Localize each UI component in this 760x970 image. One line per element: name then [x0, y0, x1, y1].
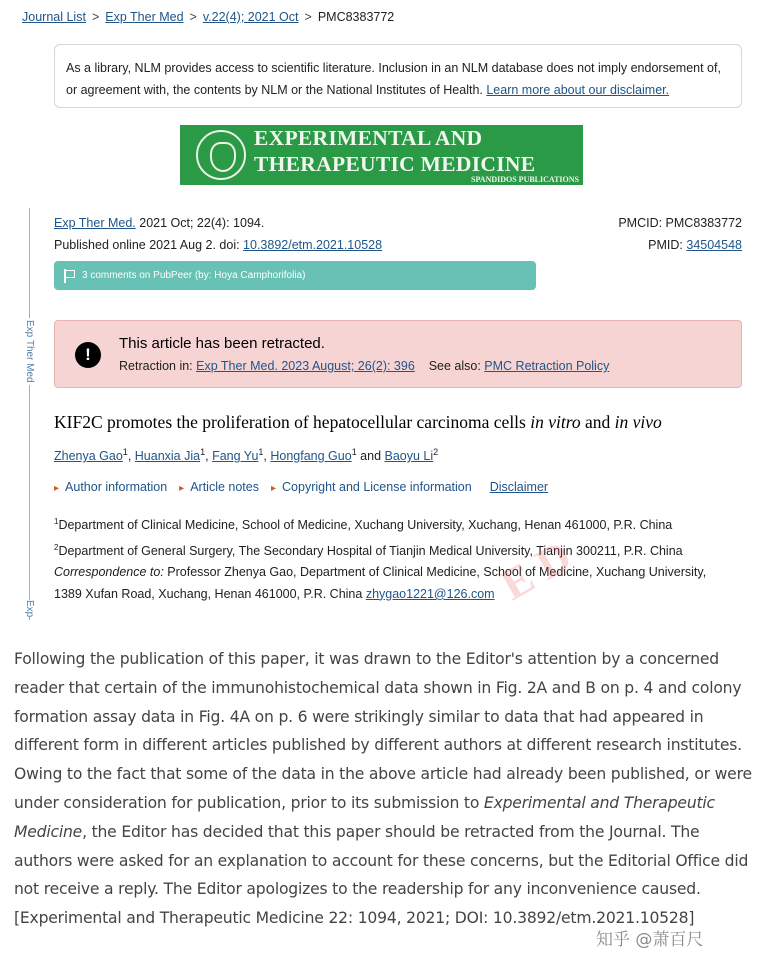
affiliations: $^1$Department of Clinical Medicine, School of Medicine, Xuchang University, Xuchang, Henan 461000, P.R. China $^2$Department of General Surgery, The Secondary Hospital of Tianjin Medical University, Tianjin 300211, P.R. China Correspondence to: Professor Zhenya Gao, Department of Clinical Medicine, School of Medicine, Xuchang University, 1389 Xufan Road, Xuchang, Henan 461000, P.R. China zhygao1221@126.com	[54, 517, 707, 601]
author-link[interactable]: Zhenya Gao	[54, 449, 123, 464]
author-information-toggle[interactable]: ▸ Author information	[54, 480, 167, 494]
nlm-disclaimer-notice	[54, 44, 742, 108]
journal-link[interactable]: Exp Ther Med.	[54, 216, 136, 230]
banner-publisher: SPANDIDOS PUBLICATIONS	[471, 175, 579, 184]
article-notes-toggle[interactable]: ▸ Article notes	[179, 480, 259, 494]
journal-logo-icon	[196, 130, 246, 180]
article-info-links	[54, 480, 548, 494]
retraction-notice-text: Following the publication of this paper, it was drawn to the Editor's attention by a concerned reader that certain of the immunohistochemical data shown in Fig. 2A and B on p. 4 and colony formation assay data in Fig. 4A on p. 6 were strikingly similar to data that had appeared in different form in different articles published by different authors at different research institutes. Owing to the fact that some of the data in the above article had already been published, or were under consideration for publication, prior to its submission to Experimental and Therapeutic Medicine, the Editor has decided that this paper should be retracted from the Journal. The authors were asked for an explanation to account for these concerns, but the Editorial Office did not receive a reply. The Editor apologizes to the readership for any inconvenience caused. [Experimental and Therapeutic Medicine 22: 1094, 2021; DOI: 10.3892/etm.2021.10528]	[14, 650, 752, 928]
email-link[interactable]: zhygao1221@126.com	[365, 586, 495, 601]
sidebar-journal-label-short[interactable]: Exp	[24, 600, 35, 618]
breadcrumb-issue[interactable]: v.22(4); 2021 Oct	[202, 10, 299, 24]
breadcrumb-journal-list[interactable]: Journal List	[22, 10, 86, 24]
notice-text: As a library, NLM provides access to scientific literature. Inclusion in an NLM database does not imply endorsement of, or agreement with, the contents by NLM or the National Institutes of Health.	[66, 61, 721, 97]
retracted-stamp: E D	[492, 531, 580, 610]
article-disclaimer-link[interactable]: Disclaimer	[489, 480, 549, 494]
banner-line1: EXPERIMENTAL AND	[254, 126, 483, 150]
retraction-alert	[54, 320, 742, 388]
journal-banner[interactable]	[180, 125, 583, 185]
author-link[interactable]: Hongfang Guo	[270, 449, 352, 464]
breadcrumb: Journal List > Exp Ther Med > v.22(4); 2021 Oct > PMC8383772	[22, 10, 395, 24]
article-ids: PMCID: PMC8383772 PMID: 34504548	[618, 212, 742, 256]
alert-icon: !	[75, 342, 101, 368]
breadcrumb-journal[interactable]: Exp Ther Med	[105, 10, 184, 24]
author-list: Zhenya Gao$^1$, Huanxia Jia$^1$, Fang Yu$^1$, Hongfang Guo$^1$ and Baoyu Li$^2$	[54, 447, 439, 464]
banner-line2: THERAPEUTIC MEDICINE	[254, 152, 536, 176]
doi-link[interactable]: 10.3892/etm.2021.10528	[243, 238, 383, 252]
sidebar-rule	[29, 208, 30, 620]
zhihu-watermark: 知乎 @萧百尺	[596, 930, 704, 950]
pmid-link[interactable]: 34504548	[686, 238, 742, 252]
pmcid: PMCID: PMC8383772	[618, 216, 742, 230]
breadcrumb-current: PMC8383772	[317, 10, 395, 24]
retraction-policy-link[interactable]: PMC Retraction Policy	[484, 359, 610, 373]
author-link[interactable]: Fang Yu	[212, 449, 259, 464]
pubpeer-comments-bar[interactable]	[54, 261, 536, 290]
flag-icon	[62, 269, 76, 283]
disclaimer-link[interactable]: Learn more about our disclaimer.	[486, 83, 670, 97]
author-link[interactable]: Huanxia Jia	[134, 449, 201, 464]
pubpeer-text: 3 comments on PubPeer (by: Hoya Camphorifolia)	[82, 270, 306, 281]
retraction-details: Retraction in: Exp Ther Med. 2023 August; 26(2): 396 See also: PMC Retraction Policy	[119, 359, 610, 373]
article-title: KIF2C promotes the proliferation of hepatocellular carcinoma cells in vitro and in vivo	[54, 412, 662, 432]
citation: Exp Ther Med. 2021 Oct; 22(4): 1094. Published online 2021 Aug 2. doi: 10.3892/etm.2021.10528	[54, 216, 383, 252]
sidebar-journal-label[interactable]: Exp Ther Med	[24, 320, 35, 383]
copyright-toggle[interactable]: ▸ Copyright and License information	[271, 480, 472, 494]
retraction-title: This article has been retracted.	[119, 335, 325, 352]
author-link[interactable]: Baoyu Li	[384, 449, 434, 464]
retraction-notice-link[interactable]: Exp Ther Med. 2023 August; 26(2): 396	[196, 359, 415, 373]
